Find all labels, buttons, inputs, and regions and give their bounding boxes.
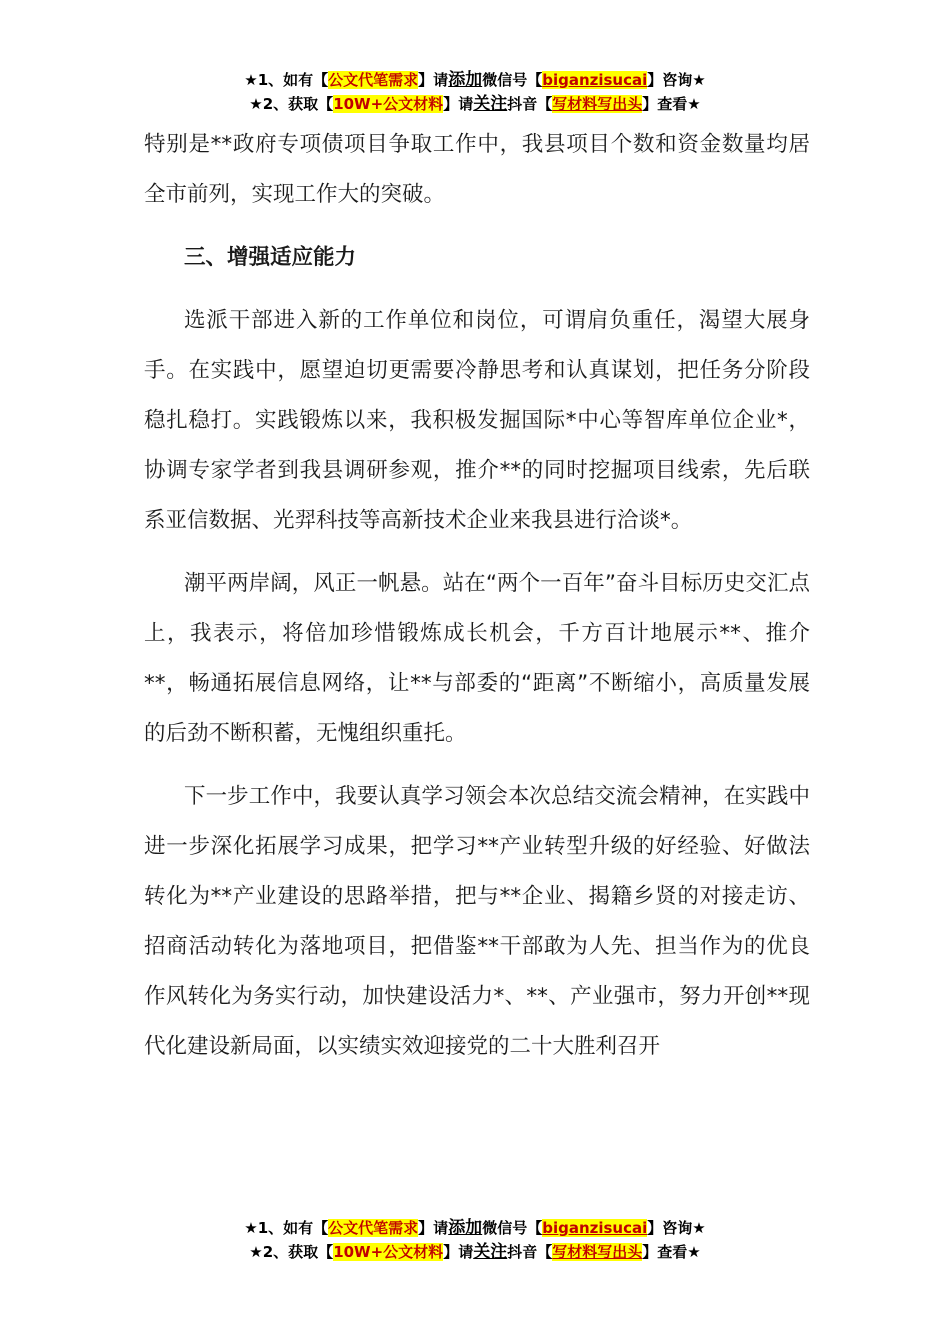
wechat-id-link[interactable]: biganzisucai	[542, 71, 648, 89]
banner-text: 】请	[443, 1243, 474, 1261]
body-paragraph: 潮平两岸阔，风正一帆悬。站在“两个一百年”奋斗目标历史交汇点上，我表示，将倍加珍惜锻炼成长机会，千方百计地展示**、推介**，畅通拓展信息网络，让**与部委的“距离”不断缩小，高质量发展的后劲不断积蓄，无愧组织重托。	[144, 571, 810, 746]
banner-text: 抖音【	[507, 95, 553, 113]
banner-text: 】咨询★	[647, 1219, 706, 1237]
body-paragraph: 选派干部进入新的工作单位和岗位，可谓肩负重任，渴望大展身手。在实践中，愿望迫切更需要冷静思考和认真谋划，把任务分阶段稳扎稳打。实践锻炼以来，我积极发掘国际*中心等智库单位企业*，协调专家学者到我县调研参观，推介**的同时挖掘项目线索，先后联系亚信数据、光羿科技等高新技术企业来我县进行洽谈*。	[144, 308, 810, 533]
banner-text: 】查看★	[642, 1243, 701, 1261]
banner-line-2	[0, 1240, 950, 1264]
service-highlight: 公文代笔需求	[328, 1219, 419, 1237]
body-paragraph: 下一步工作中，我要认真学习领会本次总结交流会精神，在实践中进一步深化拓展学习成果，把学习**产业转型升级的好经验、好做法转化为**产业建设的思路举措，把与**企业、揭籍乡贤的对接走访、招商活动转化为落地项目，把借鉴**干部敢为人先、担当作为的优良作风转化为务实行动，加快建设活力*、**、产业强市，努力开创**现代化建设新局面，以实绩实效迎接党的二十大胜利召开	[144, 784, 810, 1059]
banner-emphasis: 添加	[448, 1218, 483, 1238]
banner-text: ★2、获取【	[249, 1243, 334, 1261]
banner-text: ★1、如有【	[244, 1219, 329, 1237]
banner-text: 】请	[418, 1219, 449, 1237]
banner-text: ★2、获取【	[249, 95, 334, 113]
banner-emphasis: 关注	[473, 1242, 508, 1262]
banner-text: 抖音【	[507, 1243, 553, 1261]
banner-text: ★1、如有【	[244, 71, 329, 89]
materials-highlight: 10W+公文材料	[333, 95, 444, 113]
banner-emphasis: 添加	[448, 70, 483, 90]
banner-text: 微信号【	[482, 1219, 543, 1237]
banner-line-1	[0, 1216, 950, 1240]
banner-emphasis: 关注	[473, 94, 508, 114]
banner-text: 】请	[443, 95, 474, 113]
document-body	[144, 120, 810, 1085]
banner-text: 】请	[418, 71, 449, 89]
banner-line-2	[0, 92, 950, 116]
continuation-paragraph: 特别是**政府专项债项目争取工作中，我县项目个数和资金数量均居全市前列，实现工作大的突破。	[144, 132, 810, 207]
wechat-id-link[interactable]: biganzisucai	[542, 1219, 648, 1237]
douyin-account-link[interactable]: 写材料写出头	[552, 95, 643, 113]
banner-text: 微信号【	[482, 71, 543, 89]
banner-text: 】查看★	[642, 95, 701, 113]
footer-banner	[0, 1216, 950, 1264]
service-highlight: 公文代笔需求	[328, 71, 419, 89]
banner-text: 】咨询★	[647, 71, 706, 89]
douyin-account-link[interactable]: 写材料写出头	[552, 1243, 643, 1261]
materials-highlight: 10W+公文材料	[333, 1243, 444, 1261]
banner-line-1	[0, 68, 950, 92]
header-banner	[0, 68, 950, 116]
section-heading: 三、增强适应能力	[184, 245, 357, 270]
